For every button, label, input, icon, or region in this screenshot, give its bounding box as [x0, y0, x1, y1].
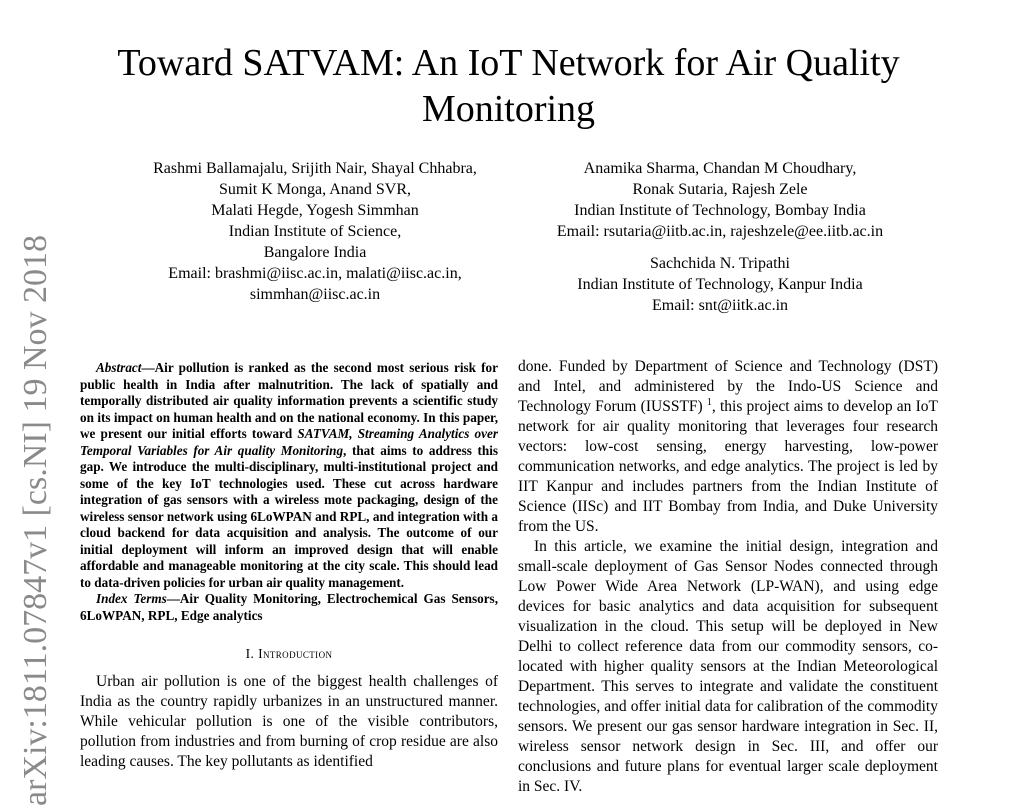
- left-column: [80, 360, 498, 772]
- author-block-iitb: [530, 158, 910, 242]
- body-paragraph: In this article, we examine the initial design, integration and small-scale deployment of Gas Sensor Nodes connected through Low Power Wide Area Network (LP-WAN), and using edge devices for basic analytics and data acquisition for subsequent visualization in the cloud. This setup will be deployed in New Delhi to collect reference data from our commodity sensors, co-located with higher quality sensors at the Indian Meteorological Department. This serves to integrate and validate the constituent technologies, and offer initial data for calibration of the commodity sensors. We present our gas sensor hardware integration in Sec. II, wireless sensor network design in Sec. III, and offer our conclusions and future plans for eventual larger scale deployment in Sec. IV.: [518, 538, 938, 795]
- email-line: Email: rsutaria@iitb.ac.in, rajeshzele@ee.iitb.ac.in: [556, 223, 884, 240]
- author-line: Sumit K Monga, Anand SVR,: [218, 181, 411, 198]
- affiliation-line: Bangalore India: [263, 244, 367, 261]
- author-block-iitk: [530, 253, 910, 316]
- affiliation-line: Indian Institute of Technology, Bombay India: [574, 202, 866, 219]
- intro-text: [80, 672, 498, 772]
- affiliation-line: Indian Institute of Technology, Kanpur India: [577, 276, 863, 293]
- abstract-text-cont: , that aims to address this gap. We introduce the multi-disciplinary, multi-institutional project and some of the key IoT technologies used. These cut across hardware integration of gas sensors with a wireless mote packaging, design of the wireless sensor network using 6LoWPAN and RPL, and integration with a cloud backend for data acquisition and analysis. The outcome of our initial deployment will inform an improved design that will enable affordable and manageable monitoring at the city scale. This should lead to data-driven policies for urban air quality management.: [80, 442, 498, 590]
- right-body: [518, 357, 938, 797]
- author-block-iisc: [125, 158, 505, 305]
- index-terms: [80, 591, 498, 624]
- abstract-paragraph: [80, 360, 498, 591]
- body-text: done. Funded by Department of Science and Technology (DST) and Intel, and administered by the Indo-US Science and Technology Forum (IUSSTF): [518, 358, 938, 415]
- body-text: , this project aims to develop an IoT network for air quality monitoring that leverages four research vectors: low-cost sensing, energy harvesting, low-power communication networks, and edge analytics. The project is led by IIT Kanpur and includes partners from the Indian Institute of Science (IISc) and IIT Bombay from India, and Duke University from the US.: [518, 398, 938, 535]
- author-line: Rashmi Ballamajalu, Srijith Nair, Shayal Chhabra,: [153, 160, 477, 177]
- email-line: Email: snt@iitk.ac.in: [651, 297, 789, 314]
- section-heading: [80, 646, 498, 662]
- author-line: Sachchida N. Tripathi: [650, 255, 790, 272]
- abstract: [80, 360, 498, 624]
- arxiv-stamp: arXiv:1811.07847v1 [cs.NI] 19 Nov 2018: [17, 235, 54, 806]
- paper-title: Toward SATVAM: An IoT Network for Air Quality Monitoring: [117, 42, 900, 130]
- abstract-label: Abstract: [96, 360, 142, 375]
- section-title: Introduction: [258, 646, 333, 661]
- right-column: [518, 357, 938, 797]
- body-paragraph: [518, 357, 938, 537]
- abstract-project-name: SATVAM, Streaming Analytics over Temporal Variables for Air quality Monitoring: [80, 426, 498, 458]
- author-line: Malati Hegde, Yogesh Simmhan: [211, 202, 419, 219]
- author-line: Ronak Sutaria, Rajesh Zele: [632, 181, 808, 198]
- intro-paragraph: Urban air pollution is one of the biggest health challenges of India as the country rapidly urbanizes in an unstructured manner. While vehicular pollution is one of the visible contributors, pollution from industries and from burning of crop residue are also leading causes. The key pollutants as identified: [80, 673, 498, 770]
- index-terms-text: —Air Quality Monitoring, Electrochemical Gas Sensors, 6LoWPAN, RPL, Edge analytics: [80, 591, 498, 623]
- email-line: simmhan@iisc.ac.in: [249, 286, 381, 303]
- affiliation-line: Indian Institute of Science,: [228, 223, 402, 240]
- email-line: Email: brashmi@iisc.ac.in, malati@iisc.ac.in,: [168, 265, 462, 282]
- section-number: I.: [245, 646, 259, 661]
- footnote-mark: 1: [706, 396, 712, 408]
- index-terms-label: Index Terms: [96, 591, 167, 606]
- author-line: Anamika Sharma, Chandan M Choudhary,: [583, 160, 857, 177]
- abstract-text: —Air pollution is ranked as the second most serious risk for public health in India after malnutrition. The lack of spatially and temporally distributed air quality information prevents a scientific study on its impact on human health and on the national economy. In this paper, we present our initial efforts toward: [80, 360, 498, 441]
